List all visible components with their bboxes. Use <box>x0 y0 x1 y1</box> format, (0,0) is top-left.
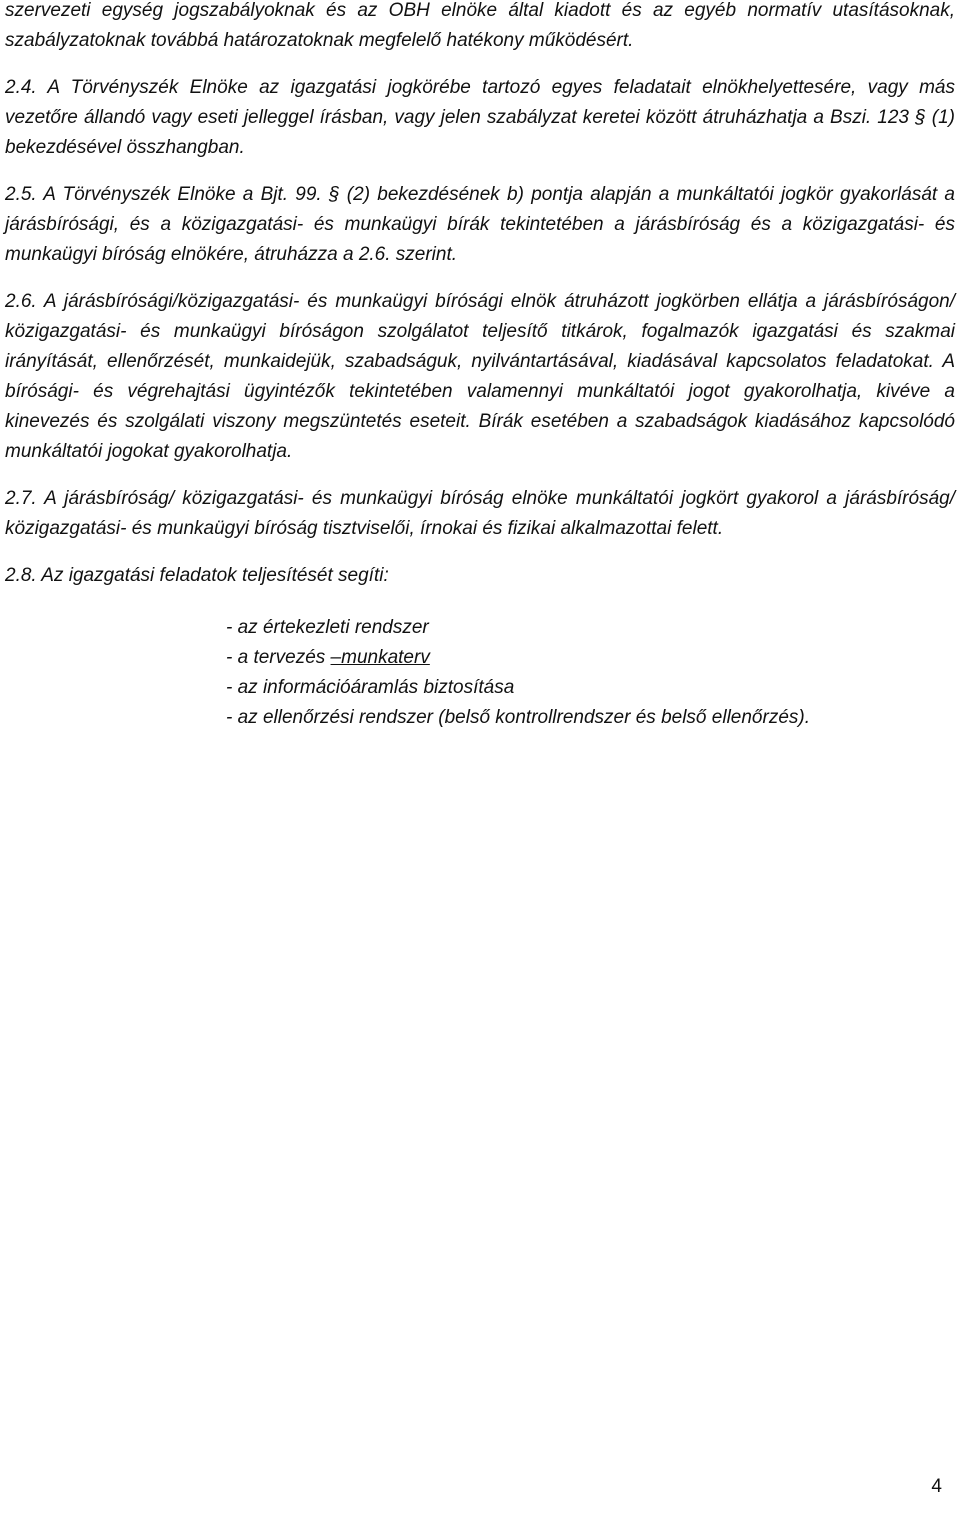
list-item <box>226 643 946 673</box>
list-item-underlined-text: –munkaterv <box>330 647 430 668</box>
paragraph-continuation: szervezeti egység jogszabályoknak és az OBH elnöke által kiadott és az egyéb normatív utasításoknak, szabályzatoknak továbbá határozatoknak megfelelő hatékony működésért. <box>5 0 955 51</box>
list-item: - az információáramlás biztosítása <box>226 677 515 698</box>
paragraph-2-5: 2.5. A Törvényszék Elnöke a Bjt. 99. § (2) bekezdésének b) pontja alapján a munkáltatói jogkör gyakorlását a járásbírósági, és a közigazgatási- és munkaügyi bírák tekintetében a járásbíróság és a közigazgatási- és munkaügyi bíróság elnökére, átruházza a 2.6. szerint. <box>5 184 955 265</box>
support-list <box>226 613 946 733</box>
list-item: - az ellenőrzési rendszer (belső kontrollrendszer és belső ellenőrzés). <box>226 707 810 728</box>
paragraph-2-7: 2.7. A járásbíróság/ közigazgatási- és munkaügyi bíróság elnöke munkáltatói jogkört gyakorol a járásbíróság/ közigazgatási- és munkaügyi bíróság tisztviselői, írnokai és fizikai alkalmazottai felett. <box>5 488 955 539</box>
paragraph-2-6: 2.6. A járásbírósági/közigazgatási- és munkaügyi bírósági elnök átruházott jogkörben ellátja a járásbíróságon/ közigazgatási- és munkaügyi bíróságon szolgálatot teljesítő titkárok, fogalmazók igazgatási és szakmai irányítását, ellenőrzését, munkaidejük, szabadságuk, nyilvántartásával, kiadásával kapcsolatos feladatokat. A bírósági- és végrehajtási ügyintézők tekintetében valamennyi munkáltatói jogot gyakorolhatja, kivéve a kinevezés és szolgálati viszony megszüntetés eseteit. Bírák esetében a szabadságok kiadásához kapcsolódó munkáltatói jogokat gyakorolhatja. <box>5 291 955 462</box>
page-number: 4 <box>931 1476 942 1497</box>
paragraph-2-8: 2.8. Az igazgatási feladatok teljesítését segíti: <box>5 565 389 586</box>
paragraph-2-4: 2.4. A Törvényszék Elnöke az igazgatási jogkörébe tartozó egyes feladatait elnökhelyettesére, vagy más vezetőre állandó vagy eseti jelleggel írásban, vagy jelen szabályzat keretei között átruházhatja a Bszi. 123 § (1) bekezdésével összhangban. <box>5 77 955 158</box>
list-item: - az értekezleti rendszer <box>226 617 429 638</box>
document-body <box>5 0 955 733</box>
list-item-text: - a tervezés <box>226 647 331 668</box>
